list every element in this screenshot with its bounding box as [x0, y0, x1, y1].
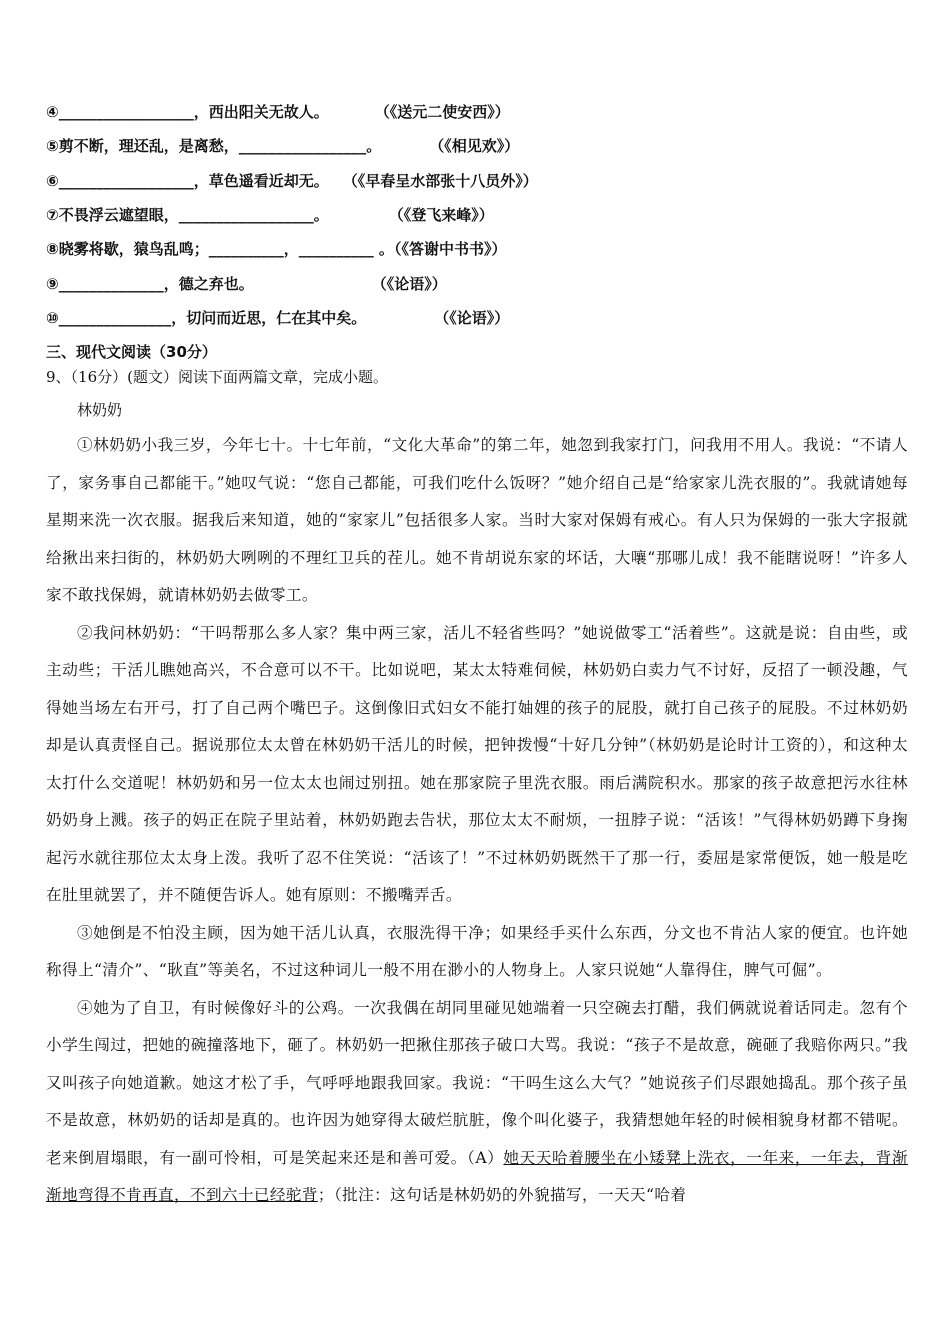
paragraph-4-part1: ④她为了自卫，有时候像好斗的公鸡。一次我偶在胡同里碰见她端着一只空碗去打醋，我们俩就说着话同走。忽有个小学生闯过，把她的碗撞落地下，砸了。林奶奶一把揪住那孩子破口大骂。我说：“孩子不是故意，碗砸了我赔你两只。”我又叫孩子向她道歉。她这才松了手，气呼呼地跟我回家。我说：“干吗生这么大气？”她说孩子们尽跟她捣乱。那个孩子虽不是故意，林奶奶的话却是真的。也许因为她穿得太破烂肮脏，像个叫化婆子，我猜想她年轻的时候相貌身材都不错呢。老来倒眉塌眼，有一副可怜相，可是笑起来还是和善可爱。（A）: [46, 998, 908, 1167]
fill-in-source: （《登飞来峰》）: [388, 206, 494, 224]
paragraph-1: ①林奶奶小我三岁，今年七十。十七年前，“文化大革命”的第二年，她忽到我家打门，问我用不用人。我说：“不请人了，家务事自己都能干。”她叹气说：“您自己都能，可我们吃什么饭呀？”她介绍自己是“给家家儿洗衣服的”。我就请她每星期来洗一次衣服。据我后来知道，她的“家家儿”包括很多人家。当时大家对保姆有戒心。有人只为保姆的一张大字报就给揪出来扫街的，林奶奶大咧咧的不理红卫兵的茬儿。她不肯胡说东家的坏话，大嚷“那哪儿成！我不能瞎说呀！”许多人家不敢找保姆，就请林奶奶去做零工。: [46, 436, 908, 604]
fill-in-source: （《送元二使安西》）: [374, 103, 510, 121]
fill-in-text: ⑩_______________，切问而近思，仁在其中矣。: [46, 309, 367, 327]
section-heading: 三、现代文阅读（30分）: [46, 343, 217, 361]
paragraph-3: ③她倒是不怕没主顾，因为她干活儿认真，衣服洗得干净；如果经手买什么东西，分文也不肯沾人家的便宜。也许她称得上“清介”、“耿直”等美名，不过这种词儿一般不用在渺小的人物身上。人家只说她“人靠得住，脾气可倔”。: [46, 923, 908, 979]
underlined-sentence-a: 她天天哈着腰坐在小矮凳上洗衣，一年来，一年去，背渐渐地弯得不肯再直，不到六十已经驼背: [46, 1148, 908, 1204]
article-body: [46, 427, 908, 1215]
fill-in-source: （《相见欢》）: [429, 137, 520, 155]
paragraph-2: ②我问林奶奶：“干吗帮那么多人家？集中两三家，活儿不轻省些吗？”她说做零工“活着些”。这就是说：自由些，或主动些；干活儿瞧她高兴，不合意可以不干。比如说吧，某太太特难伺候，林奶奶白卖力气不讨好，反招了一顿没趣，气得她当场左右开弓，打了自己两个嘴巴子。这倒像旧式妇女不能打妯娌的孩子的屁股，就打自己孩子的屁股。不过林奶奶却是认真责怪自己。据说那位太太曾在林奶奶干活儿的时候，把钟拨慢“十好几分钟”（林奶奶是论时计工资的），和这种太太打什么交道呢！林奶奶和另一位太太也闹过别扭。她在那家院子里洗衣服。雨后满院积水。那家的孩子故意把污水往林奶奶身上溅。孩子的妈正在院子里站着，林奶奶跑去告状，那位太太不耐烦，一扭脖子说：“活该！”气得林奶奶蹲下身掬起污水就往那位太太身上泼。我听了忍不住笑说：“活该了！”不过林奶奶既然干了那一行，委屈是家常便饭，她一般是吃在肚里就罢了，并不随便告诉人。她有原则：不搬嘴弄舌。: [46, 623, 908, 904]
fill-in-line-9: [46, 274, 447, 294]
fill-in-source: （《答谢中书书》）: [393, 240, 507, 258]
fill-in-line-5: [46, 136, 519, 156]
fill-in-line-10: [46, 308, 509, 328]
fill-in-source: （《论语》）: [434, 309, 510, 327]
fill-in-line-6: [46, 171, 538, 191]
paragraph-4-annotation: ；（批注：这句话是林奶奶的外貌描写，一天天“哈着: [317, 1186, 687, 1204]
fill-in-text: ⑤剪不断，理还乱，是离愁，_________________。: [46, 137, 382, 155]
article-title: 林奶奶: [77, 401, 123, 419]
fill-in-source: （《早春呈水部张十八员外》）: [342, 172, 538, 190]
fill-in-line-7: [46, 205, 494, 225]
fill-in-text: ④__________________，西出阳关无故人。: [46, 103, 329, 121]
fill-in-text: ⑧晓雾将歇，猿鸟乱鸣；__________，__________ 。: [46, 240, 394, 258]
fill-in-line-8: [46, 239, 506, 259]
question-intro: 9、（16分）(题文）阅读下面两篇文章，完成小题。: [46, 368, 388, 386]
paragraph-4: [46, 990, 908, 1215]
fill-in-line-4: [46, 102, 510, 122]
fill-in-text: ⑥__________________，草色遥看近却无。: [46, 172, 329, 190]
fill-in-source: （《论语》）: [371, 275, 447, 293]
fill-in-text: ⑦不畏浮云遮望眼，__________________。: [46, 206, 329, 224]
fill-in-text: ⑨______________，德之弃也。: [46, 275, 254, 293]
